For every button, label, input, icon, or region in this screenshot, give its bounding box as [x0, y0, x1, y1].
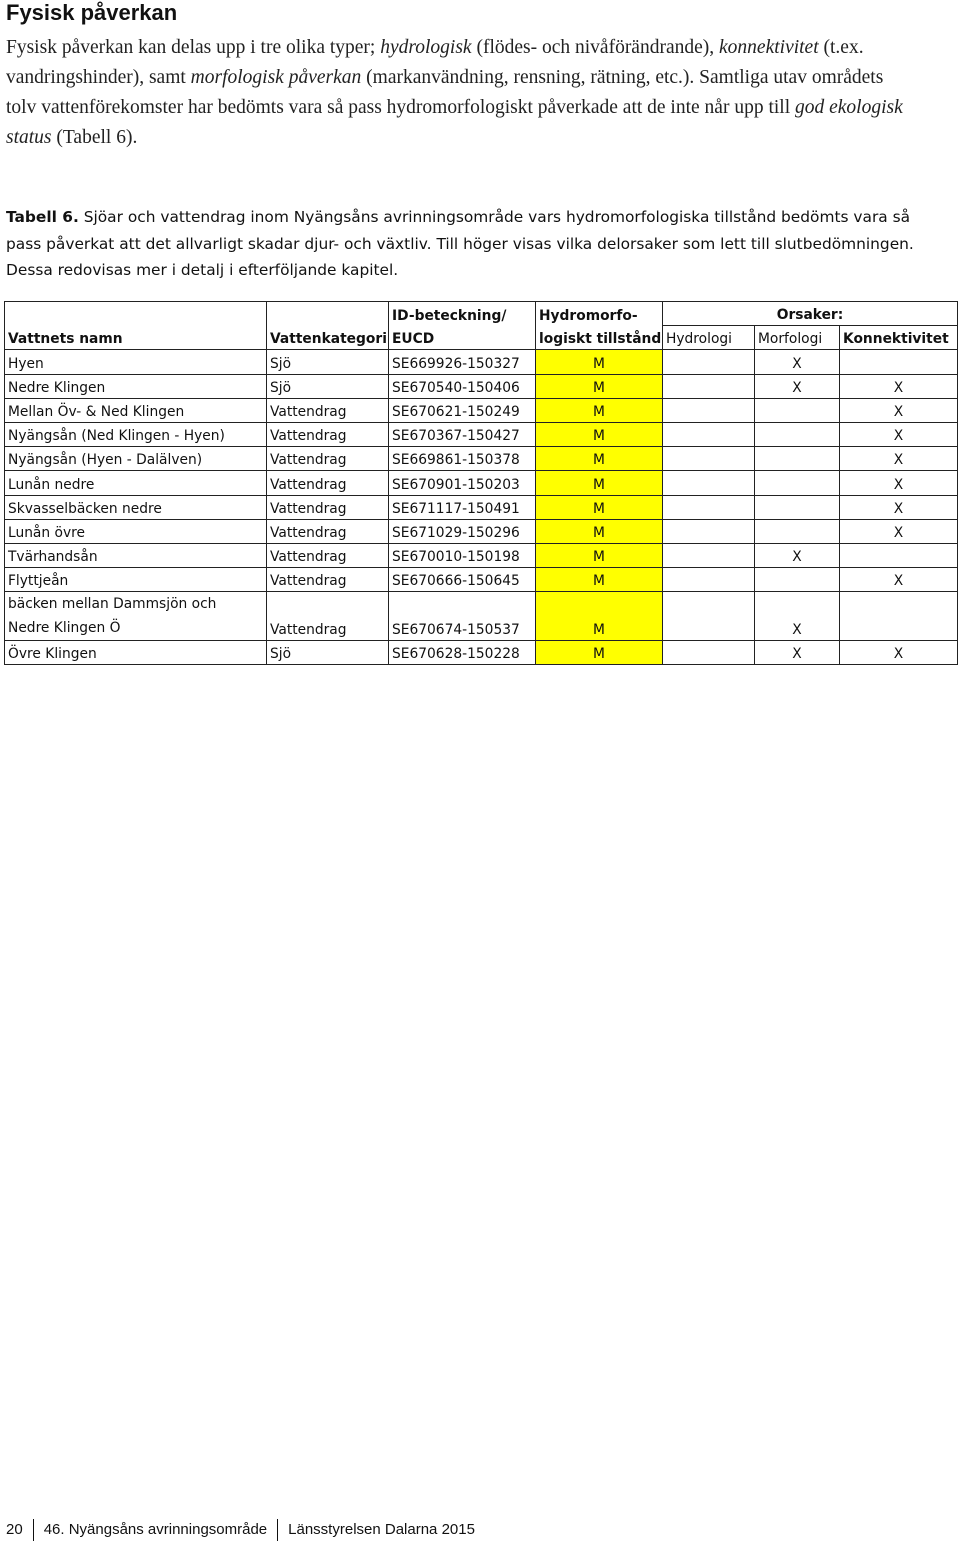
cell-category: Vattendrag: [267, 422, 389, 446]
cell-id: SE671029-150296: [389, 519, 536, 543]
cell-konnektivitet: X: [840, 422, 958, 446]
page-heading: Fysisk påverkan: [6, 0, 178, 25]
cell-id: SE670367-150427: [389, 422, 536, 446]
cell-status: M: [536, 592, 663, 641]
cell-morfologi: X: [755, 641, 840, 665]
header-id-top: ID-beteckning/: [389, 302, 536, 326]
table-row: [5, 422, 958, 446]
cell-status: M: [536, 543, 663, 567]
cell-morfologi: [755, 495, 840, 519]
cell-konnektivitet: X: [840, 495, 958, 519]
footer-divider: [33, 1519, 34, 1541]
table-row: [5, 543, 958, 567]
cell-konnektivitet: X: [840, 519, 958, 543]
cell-category: Sjö: [267, 374, 389, 398]
cell-status: M: [536, 471, 663, 495]
cell-category: Vattendrag: [267, 495, 389, 519]
table-row: [5, 495, 958, 519]
intro-paragraph: Fysisk påverkan kan delas upp i tre olika typer; hydrologisk (flödes- och nivåförändrande), konnektivitet (t.ex. vandringshinder), samt morfologisk påverkan (markanvändning, rensning, rätning, etc.). Samtliga utav områdets tolv vattenförekomster har bedömts vara så pass hydromorfologiskt påverkade att de inte når upp till god ekologisk status (Tabell 6).: [6, 37, 903, 148]
cell-status: M: [536, 568, 663, 592]
cell-status: M: [536, 447, 663, 471]
cell-status: M: [536, 519, 663, 543]
cell-hydrologi: [663, 592, 755, 641]
cell-name: [5, 592, 267, 641]
cell-morfologi: [755, 519, 840, 543]
table-row: [5, 471, 958, 495]
cell-morfologi: [755, 422, 840, 446]
header-status-top: Hydromorfo-: [536, 302, 663, 326]
cell-id: SE670674-150537: [389, 592, 536, 641]
cell-status: M: [536, 350, 663, 374]
cell-category: Vattendrag: [267, 447, 389, 471]
cell-hydrologi: [663, 350, 755, 374]
cell-name: Lunån nedre: [5, 471, 267, 495]
cell-morfologi: [755, 398, 840, 422]
water-bodies-table: [4, 301, 958, 665]
cell-status: M: [536, 422, 663, 446]
cell-morfologi: X: [755, 374, 840, 398]
cell-name: Mellan Öv- & Ned Klingen: [5, 398, 267, 422]
cell-konnektivitet: [840, 543, 958, 567]
header-morfologi: Morfologi: [755, 326, 840, 350]
table-caption: [6, 204, 946, 284]
cell-hydrologi: [663, 543, 755, 567]
cell-konnektivitet: [840, 350, 958, 374]
header-name: Vattnets namn: [5, 302, 267, 350]
table-row: [5, 398, 958, 422]
cell-category: Sjö: [267, 350, 389, 374]
cell-id: SE670666-150645: [389, 568, 536, 592]
cell-hydrologi: [663, 374, 755, 398]
cell-konnektivitet: X: [840, 447, 958, 471]
cell-hydrologi: [663, 471, 755, 495]
header-konnektivitet: Konnektivitet: [840, 326, 958, 350]
header-causes: Orsaker:: [663, 302, 958, 326]
cell-name: Nyängsån (Ned Klingen - Hyen): [5, 422, 267, 446]
cell-status: M: [536, 495, 663, 519]
cell-id: SE669861-150378: [389, 447, 536, 471]
cell-konnektivitet: X: [840, 641, 958, 665]
caption-label: Tabell 6.: [6, 208, 79, 226]
cell-id: SE669926-150327: [389, 350, 536, 374]
cell-hydrologi: [663, 398, 755, 422]
cell-id: SE670540-150406: [389, 374, 536, 398]
cell-konnektivitet: X: [840, 374, 958, 398]
header-id-bottom: EUCD: [389, 326, 536, 350]
cell-category: Vattendrag: [267, 519, 389, 543]
cell-hydrologi: [663, 568, 755, 592]
cell-morfologi: [755, 568, 840, 592]
cell-category: Sjö: [267, 641, 389, 665]
cell-status: M: [536, 374, 663, 398]
page-number: 20: [6, 1521, 23, 1538]
table-row: [5, 592, 958, 641]
footer-divider: [277, 1519, 278, 1541]
cell-id: SE670901-150203: [389, 471, 536, 495]
table-row: [5, 568, 958, 592]
cell-konnektivitet: X: [840, 568, 958, 592]
header-status-bottom: logiskt tillstånd: [536, 326, 663, 350]
cell-hydrologi: [663, 641, 755, 665]
cell-hydrologi: [663, 422, 755, 446]
footer-publisher: Länsstyrelsen Dalarna 2015: [288, 1521, 475, 1538]
cell-name: Skvasselbäcken nedre: [5, 495, 267, 519]
cell-category: Vattendrag: [267, 568, 389, 592]
cell-morfologi: X: [755, 592, 840, 641]
header-category: Vattenkategori: [267, 302, 389, 350]
table-row: [5, 641, 958, 665]
cell-category: Vattendrag: [267, 543, 389, 567]
cell-id: SE670621-150249: [389, 398, 536, 422]
cell-category: Vattendrag: [267, 471, 389, 495]
table-row: [5, 519, 958, 543]
cell-morfologi: X: [755, 350, 840, 374]
cell-id: SE670628-150228: [389, 641, 536, 665]
cell-hydrologi: [663, 519, 755, 543]
cell-konnektivitet: X: [840, 471, 958, 495]
footer-chapter: 46. Nyängsåns avrinningsområde: [43, 1521, 268, 1538]
cell-id: SE671117-150491: [389, 495, 536, 519]
cell-status: M: [536, 641, 663, 665]
cell-category: Vattendrag: [267, 398, 389, 422]
cell-status: M: [536, 398, 663, 422]
cell-id: SE670010-150198: [389, 543, 536, 567]
cell-hydrologi: [663, 447, 755, 471]
cell-name: Nedre Klingen: [5, 374, 267, 398]
page-footer: [6, 1519, 475, 1541]
cell-name: Hyen: [5, 350, 267, 374]
cell-name: Nyängsån (Hyen - Dalälven): [5, 447, 267, 471]
cell-name-line2: Nedre Klingen Ö: [8, 620, 121, 637]
caption-text: Sjöar och vattendrag inom Nyängsåns avrinningsområde vars hydromorfologiska tillstånd bedömts vara så pass påverkat att det allvarligt skadar djur- och växtliv. Till höger visas vilka delorsaker som lett till slutbedömningen. Dessa redovisas mer i detalj i efterföljande kapitel.: [6, 208, 914, 279]
table-row: [5, 350, 958, 374]
table-row: [5, 374, 958, 398]
cell-konnektivitet: X: [840, 398, 958, 422]
cell-name-line1: bäcken mellan Dammsjön och: [8, 596, 217, 613]
cell-name: Tvärhandsån: [5, 543, 267, 567]
table-row: [5, 447, 958, 471]
cell-hydrologi: [663, 495, 755, 519]
cell-name: Flyttjeån: [5, 568, 267, 592]
cell-name: Lunån övre: [5, 519, 267, 543]
cell-morfologi: [755, 471, 840, 495]
cell-konnektivitet: [840, 592, 958, 641]
table-header-row-top: [5, 302, 958, 326]
header-hydrologi: Hydrologi: [663, 326, 755, 350]
cell-morfologi: [755, 447, 840, 471]
cell-category: Vattendrag: [267, 592, 389, 641]
cell-morfologi: X: [755, 543, 840, 567]
cell-name: Övre Klingen: [5, 641, 267, 665]
